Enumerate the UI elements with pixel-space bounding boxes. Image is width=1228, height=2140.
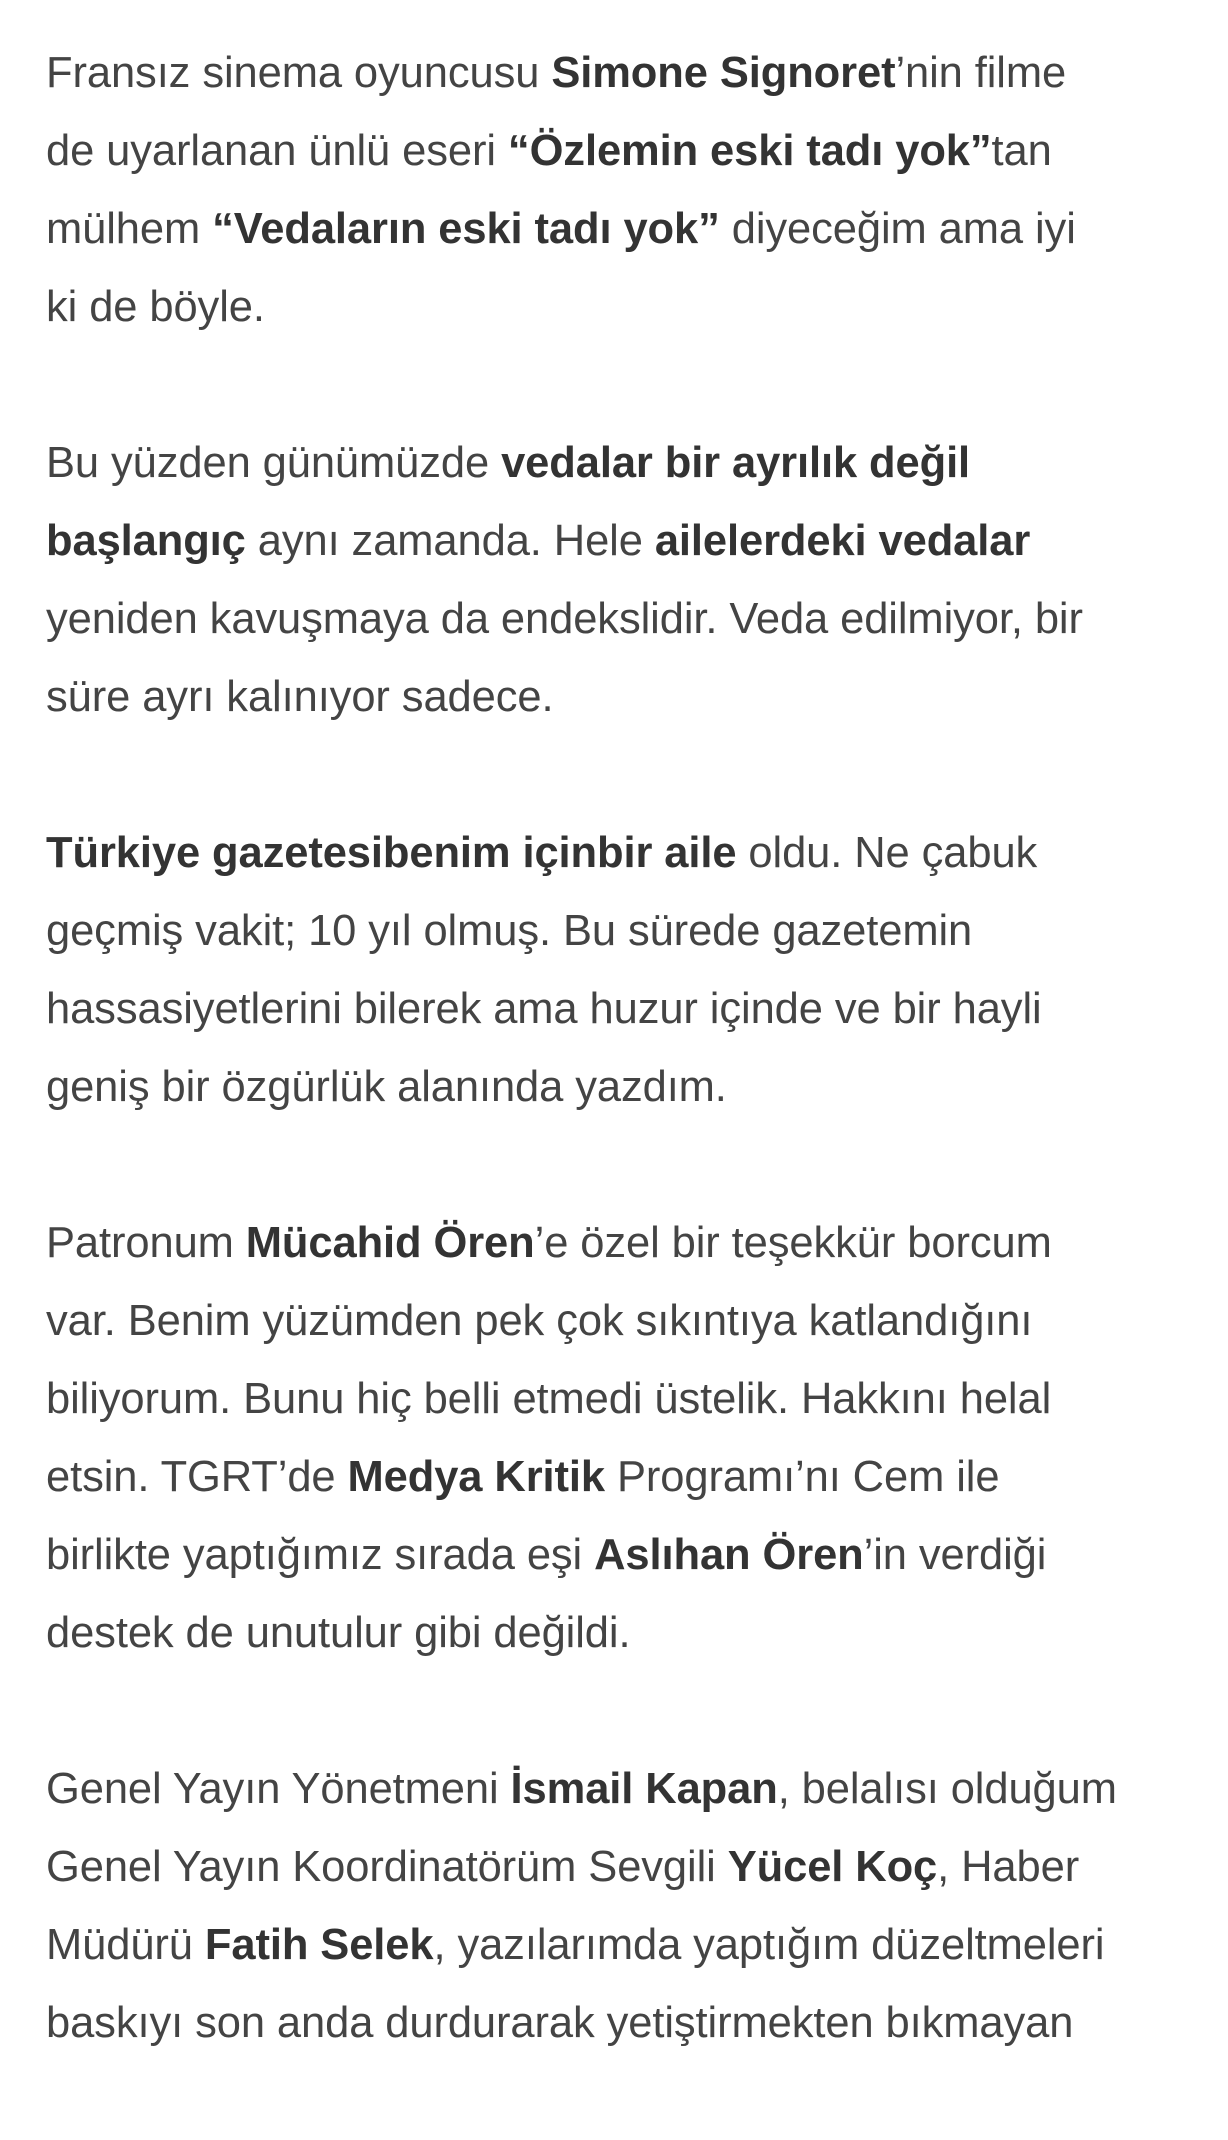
text-segment: oldu. Ne çabuk: [736, 829, 1038, 877]
text-segment: mülhem: [46, 205, 213, 253]
text-segment: destek de unutulur gibi değildi.: [46, 1609, 631, 1657]
bold-text: ailelerdeki vedalar: [654, 517, 1031, 565]
text-line: [46, 1828, 1206, 1906]
article-paragraph: [46, 424, 1206, 736]
text-line: [46, 1282, 1206, 1360]
text-segment: ki de böyle.: [46, 283, 265, 331]
text-segment: Genel Yayın Yönetmeni: [46, 1765, 511, 1813]
text-segment: süre ayrı kalınıyor sadece.: [46, 673, 554, 721]
text-segment: de uyarlanan ünlü eseri: [46, 127, 508, 175]
bold-text: Medya Kritik: [347, 1453, 605, 1501]
text-line: [46, 1204, 1206, 1282]
text-segment: ’nin filme: [895, 49, 1067, 97]
bold-text: Yücel Koç: [727, 1843, 938, 1891]
text-segment: Programı’nı Cem ile: [604, 1453, 1000, 1501]
bold-text: Simone Signoret: [551, 49, 896, 97]
article-paragraph: [46, 34, 1206, 346]
text-line: [46, 112, 1206, 190]
text-segment: , yazılarımda yaptığım düzeltmeleri: [433, 1921, 1105, 1969]
text-segment: Bu yüzden günümüzde: [46, 439, 502, 487]
article-paragraph: [46, 1750, 1206, 2062]
text-segment: Patronum: [46, 1219, 246, 1267]
article-paragraph: [46, 814, 1206, 1126]
text-line: [46, 1906, 1206, 1984]
text-line: [46, 970, 1206, 1048]
text-segment: birlikte yaptığımız sırada eşi: [46, 1531, 595, 1579]
text-segment: baskıyı son anda durdurarak yetiştirmekten bıkmayan: [46, 1999, 1074, 2047]
text-segment: etsin. TGRT’de: [46, 1453, 348, 1501]
text-line: [46, 1984, 1206, 2062]
text-line: [46, 502, 1206, 580]
bold-text: Aslıhan Ören: [594, 1531, 864, 1579]
text-line: [46, 814, 1206, 892]
text-segment: geçmiş vakit; 10 yıl olmuş. Bu sürede gazetemin: [46, 907, 973, 955]
text-line: [46, 1048, 1206, 1126]
text-line: [46, 892, 1206, 970]
text-line: [46, 580, 1206, 658]
text-line: [46, 190, 1206, 268]
text-line: [46, 658, 1206, 736]
text-line: [46, 268, 1206, 346]
text-line: [46, 1438, 1206, 1516]
text-segment: geniş bir özgürlük alanında yazdım.: [46, 1063, 727, 1111]
bold-text: başlangıç: [46, 517, 246, 565]
article-paragraph: [46, 1204, 1206, 1672]
text-line: [46, 34, 1206, 112]
text-line: [46, 1750, 1206, 1828]
text-segment: , Haber: [937, 1843, 1080, 1891]
text-segment: Genel Yayın Koordinatörüm Sevgili: [46, 1843, 728, 1891]
text-line: [46, 1594, 1206, 1672]
text-segment: hassasiyetlerini bilerek ama huzur içinde ve bir hayli: [46, 985, 1042, 1033]
article-body: [46, 34, 1206, 2140]
text-segment: yeniden kavuşmaya da endekslidir. Veda edilmiyor, bir: [46, 595, 1083, 643]
text-segment: biliyorum. Bunu hiç belli etmedi üstelik. Hakkını helal: [46, 1375, 1052, 1423]
text-segment: , belalısı olduğum: [777, 1765, 1117, 1813]
bold-text: Mücahid Ören: [245, 1219, 535, 1267]
text-segment: Müdürü: [46, 1921, 205, 1969]
text-segment: tan: [991, 127, 1052, 175]
text-segment: ’in verdiği: [863, 1531, 1047, 1579]
bold-text: İsmail Kapan: [510, 1765, 778, 1813]
text-segment: var. Benim yüzümden pek çok sıkıntıya katlandığını: [46, 1297, 1033, 1345]
text-line: [46, 424, 1206, 502]
text-segment: aynı zamanda. Hele: [245, 517, 655, 565]
text-line: [46, 1516, 1206, 1594]
text-segment: Fransız sinema oyuncusu: [46, 49, 552, 97]
bold-text: “Özlemin eski tadı yok”: [507, 127, 992, 175]
text-segment: ’e özel bir teşekkür borcum: [534, 1219, 1052, 1267]
bold-text: Fatih Selek: [204, 1921, 434, 1969]
bold-text: vedalar bir ayrılık değil: [501, 439, 971, 487]
text-segment: diyeceğim ama iyi: [719, 205, 1076, 253]
text-line: [46, 1360, 1206, 1438]
bold-text: “Vedaların eski tadı yok”: [212, 205, 720, 253]
bold-text: Türkiye gazetesibenim içinbir aile: [46, 829, 737, 877]
